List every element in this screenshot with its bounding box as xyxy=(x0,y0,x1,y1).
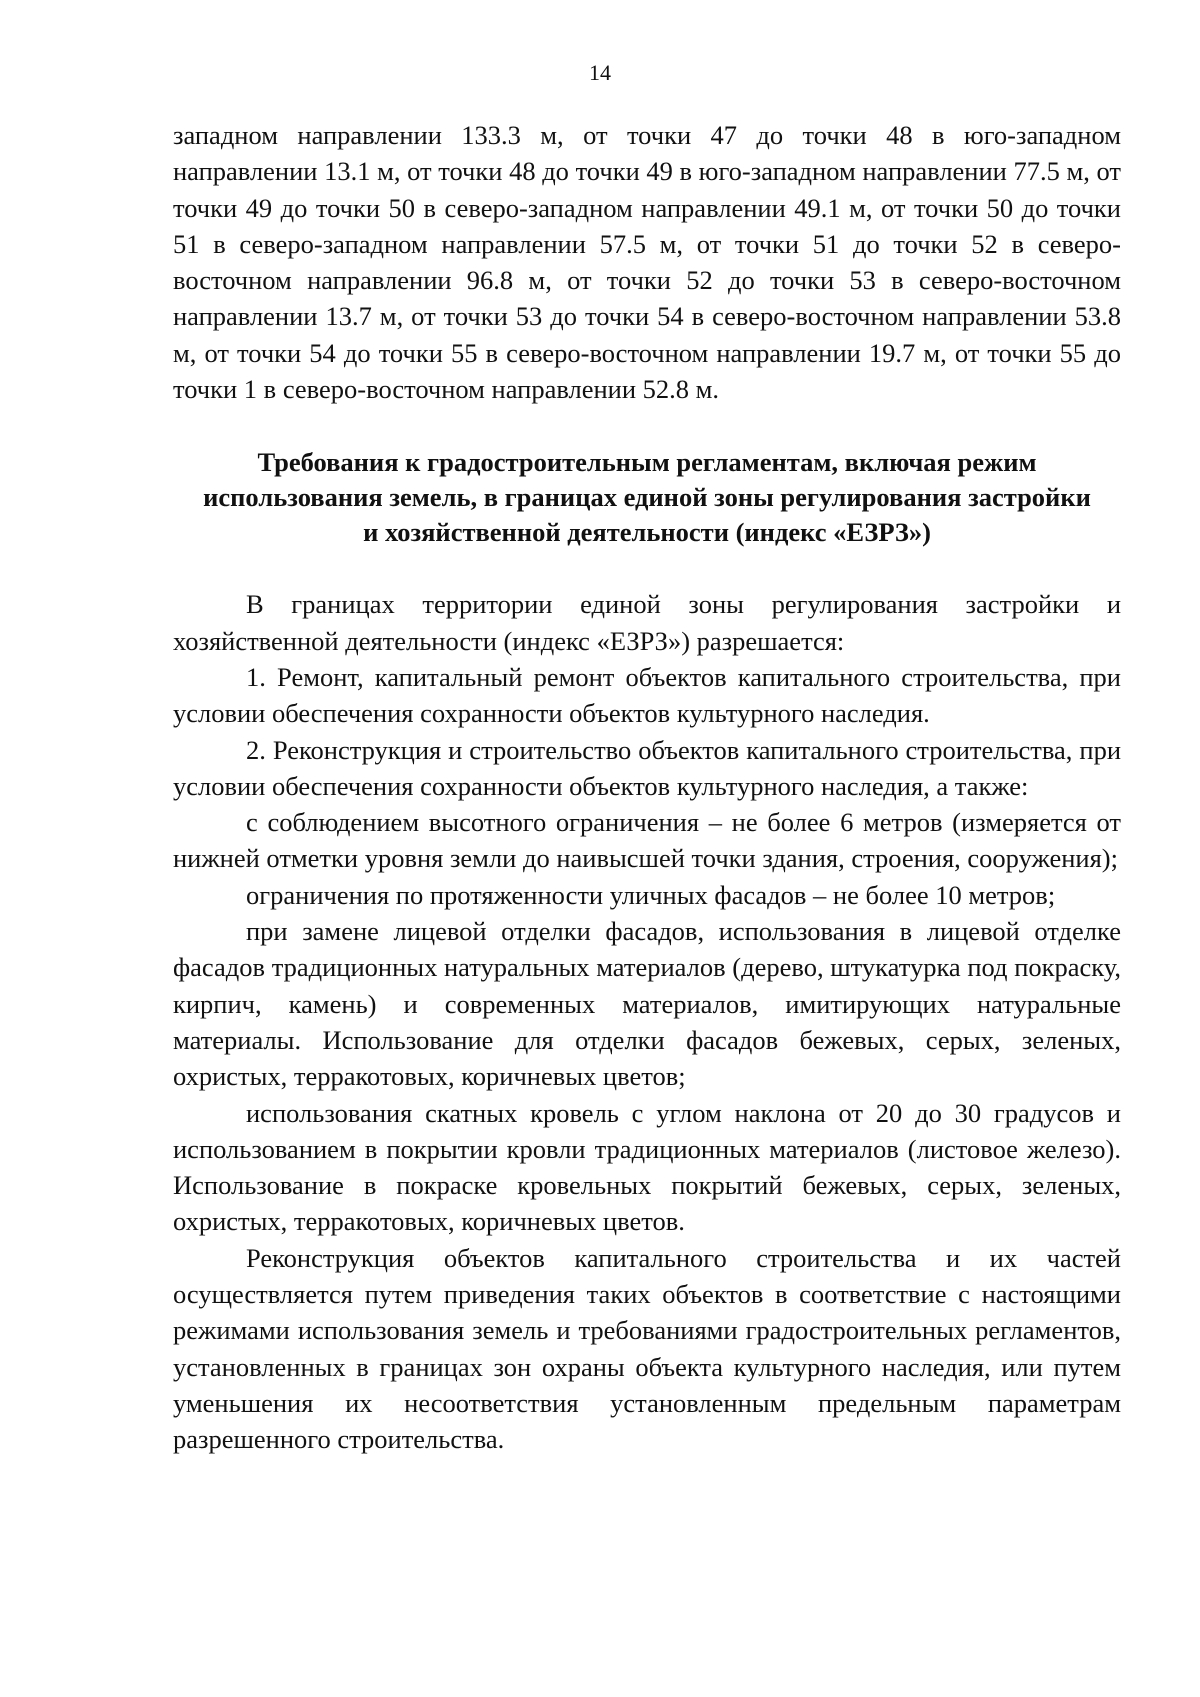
paragraph-item-1: 1. Ремонт, капитальный ремонт объектов капитального строительства, при условии обеспечения сохранности объектов культурного наследия. xyxy=(173,661,1121,729)
page-number: 14 xyxy=(589,60,611,85)
paragraph-item-2: 2. Реконструкция и строительство объектов капитального строительства, при условии обеспечения сохранности объектов культурного наследия, а также: xyxy=(173,734,1121,801)
paragraph-reconstruction: Реконструкция объектов капитального строительства и их частей осуществляется путем приведения таких объектов в соответствие с настоящими режимами использования земель и требованиями градостроительных регламентов, установленных в границах зон охраны объекта культурного наследия, или путем уменьшения их несоответствия установленным предельным параметрам разрешенного строительства. xyxy=(173,1242,1121,1455)
paragraph-facade-length: ограничения по протяженности уличных фасадов – не более 10 метров; xyxy=(246,879,1056,910)
paragraph-facade-finish: при замене лицевой отделки фасадов, использования в лицевой отделке фасадов традиционных натуральных материалов (дерево, штукатурка под покраску, кирпич, камень) и современных материалов, имитирующих натуральные материалы. Использование для отделки фасадов бежевых, серых, зеленых, охристых, терракотовых, коричневых цветов; xyxy=(173,916,1121,1092)
section-heading: Требования к градостроительным регламентам, включая режим использования земель, в границах единой зоны регулирования застройки и хозяйственной деятельности (индекс «ЕЗРЗ») xyxy=(203,447,1091,548)
document-body xyxy=(173,117,1121,1458)
paragraph-height-limit: с соблюдением высотного ограничения – не более 6 метров (измеряется от нижней отметки уровня земли до наивысшей точки здания, строения, сооружения); xyxy=(173,807,1121,874)
paragraph-permitted-intro: В границах территории единой зоны регулирования застройки и хозяйственной деятельности (индекс «ЕЗРЗ») разрешается: xyxy=(173,589,1121,656)
intro-paragraph: западном направлении 133.3 м, от точки 47 до точки 48 в юго-западном направлении 13.1 м, от точки 48 до точки 49 в юго-западном направлении 77.5 м, от точки 49 до точки 50 в северо-западном направлении 49.1 м, от точки 50 до точки 51 в северо-западном направлении 57.5 м, от точки 51 до точки 52 в северо-восточном направлении 96.8 м, от точки 52 до точки 53 в северо-восточном направлении 13.7 м, от точки 53 до точки 54 в северо-восточном направлении 53.8 м, от точки 54 до точки 55 в северо-восточном направлении 19.7 м, от точки 55 до точки 1 в северо-восточном направлении 52.8 м. xyxy=(173,120,1121,405)
paragraph-roofing: использования скатных кровель с углом наклона от 20 до 30 градусов и использованием в покрытии кровли традиционных материалов (листовое железо). Использование в покраске кровельных покрытий бежевых, серых, зеленых, охристых, терракотовых, коричневых цветов. xyxy=(173,1097,1121,1237)
